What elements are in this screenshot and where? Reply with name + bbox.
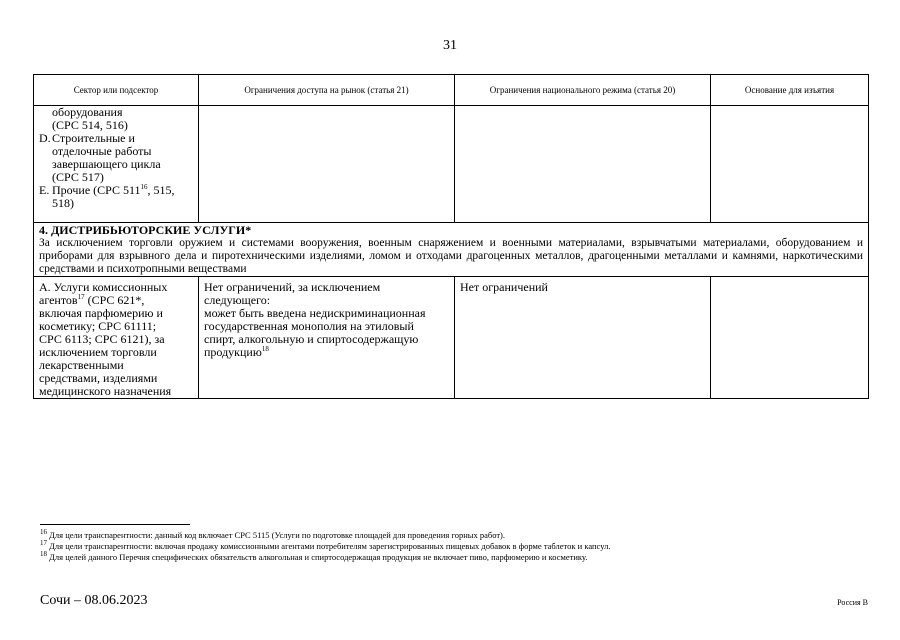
item-letter: E. — [39, 183, 50, 197]
footnote-ref: 17 — [77, 293, 85, 301]
national-treatment-cell: Нет ограничений — [455, 277, 711, 399]
header-market-access: Ограничения доступа на рынок (статья 21) — [199, 75, 455, 106]
market-access-line: спирт, алкогольную и спиртосодержащую — [204, 332, 419, 346]
sector-line: медицинского назначения — [39, 384, 172, 398]
market-access-line: следующего: — [204, 293, 271, 307]
sector-line: включая парфюмерию и — [39, 306, 163, 320]
section-row — [34, 223, 869, 277]
item-text: , 515, — [147, 183, 175, 197]
market-access-cell — [199, 277, 455, 399]
sector-text: агентов — [39, 293, 78, 307]
sector-line: А. Услуги комиссионных — [39, 280, 168, 294]
section-description: За исключением торговли оружием и системами вооружения, военным снаряжением и военными материалами, взрывчатыми материалами, оборудованием и приборами для взрывного дела и пиротехническими изделиями, ломом и отходами драгоценных металлов, драгоценными металлами и камнями, наркотическими средствами и психотропными веществами — [39, 237, 863, 275]
item-letter: D. — [39, 131, 51, 145]
sector-line: косметику; СРС 61111; — [39, 319, 157, 333]
market-access-line: государственная монополия на этиловый — [204, 319, 414, 333]
sector-line: лекарственными — [39, 358, 124, 372]
section-cell — [34, 223, 869, 277]
footnote-number: 17 — [40, 539, 47, 548]
footnote-ref: 18 — [261, 345, 269, 353]
market-access-line: может быть введена недискриминационная — [204, 306, 426, 320]
list-item — [39, 184, 193, 210]
national-treatment-cell — [455, 106, 711, 223]
item-text-line: завершающего цикла — [52, 157, 161, 171]
table-row — [34, 106, 869, 223]
market-access-cell — [199, 106, 455, 223]
item-text-line: (СРС 517) — [52, 170, 104, 184]
footnote-text: Для целей данного Перечня специфических обязательств алкогольная и спиртосодержащая продукция не включает пиво, парфюмерию и косметику. — [47, 552, 588, 562]
sector-cell — [34, 277, 199, 399]
item-text-line: 518) — [52, 196, 74, 210]
item-text-line: отделочные работы — [52, 144, 152, 158]
sector-line: исключением торговли — [39, 345, 157, 359]
footnote-ref: 16 — [140, 183, 148, 191]
item-text: Прочие (СРС 511 — [52, 183, 141, 197]
market-access-line: Нет ограничений, за исключением — [204, 280, 381, 294]
footnote-text: Для цели транспарентности: включая продажу комиссионными агентами потребителям зарегистрированных пищевых добавок в форме таблеток и капсул. — [47, 541, 611, 551]
footnote-text: Для цели транспарентности: данный код включает СРС 5115 (Услуги по подготовке площадей для проведения горных работ). — [47, 530, 505, 540]
sector-cont-line: (СРС 514, 516) — [52, 118, 128, 132]
market-access-line — [204, 346, 449, 359]
section-title: 4. ДИСТРИБЬЮТОРСКИЕ УСЛУГИ* — [39, 223, 252, 237]
footnote — [40, 552, 860, 563]
list-item — [39, 132, 193, 184]
footnote — [40, 541, 860, 552]
footer-place-date: Сочи – 08.06.2023 — [40, 593, 148, 608]
sector-list — [39, 132, 193, 210]
footnote-number: 16 — [40, 528, 47, 537]
header-exemption-basis: Основание для изъятия — [711, 75, 869, 106]
sector-line: средствами, изделиями — [39, 371, 158, 385]
exemption-basis-cell — [711, 277, 869, 399]
footnote — [40, 530, 860, 541]
footnotes — [40, 530, 860, 563]
table-row — [34, 277, 869, 399]
footnote-separator — [40, 524, 190, 525]
footer-document-code: Россия В — [837, 598, 868, 607]
item-text-line: Строительные и — [52, 131, 135, 145]
footnote-number: 18 — [40, 550, 47, 559]
sector-cell — [34, 106, 199, 223]
sector-cont-line: оборудования — [52, 105, 123, 119]
page-number: 31 — [443, 38, 457, 53]
sector-text: (СРС 621*, — [84, 293, 145, 307]
header-sector: Сектор или подсектор — [34, 75, 199, 106]
exemption-basis-cell — [711, 106, 869, 223]
market-access-text: продукцию — [204, 345, 262, 359]
sector-line: СРС 6113; СРС 6121), за — [39, 332, 165, 346]
commitments-table — [33, 74, 869, 399]
table-header-row — [34, 75, 869, 106]
header-national-treatment: Ограничения национального режима (статья 20) — [455, 75, 711, 106]
